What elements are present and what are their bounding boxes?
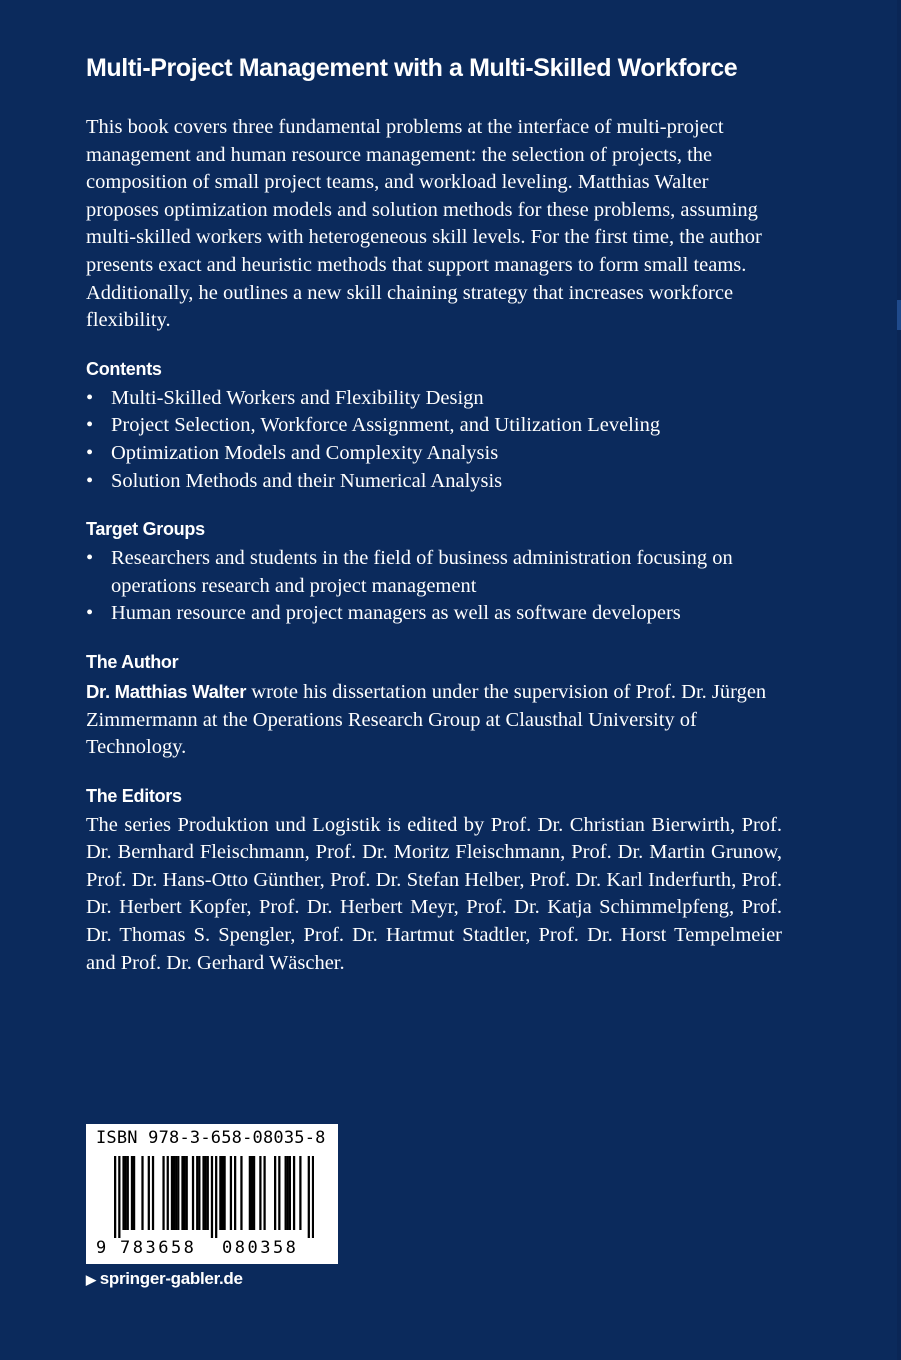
barcode-bar [133,1156,135,1230]
contents-list [86,385,782,495]
barcode-bar [122,1156,124,1230]
barcode-bar [192,1156,194,1230]
barcode-bar [223,1156,225,1230]
bullet-icon: • [86,386,94,409]
isbn-label: ISBN 978-3-658-08035-8 [96,1128,326,1148]
editors-paragraph: The series Produktion und Logistik is edited by Prof. Dr. Christian Bierwirth, Prof. Dr. Bernhard Fleischmann, Prof. Dr. Moritz Fleischmann, Prof. Dr. Martin Grunow, Prof. Dr. Hans-Otto Günther, Prof. Dr. Stefan Helber, Prof. Dr. Karl Inderfurth, Prof. Dr. Herbert Kopfer, Prof. Dr. Herbert Meyr, Prof. Dr. Katja Schimmelpfeng, Prof. Dr. Thomas S. Spengler, Prof. Dr. Hartmut Stadtler, Prof. Dr. Horst Tempelmeier and Prof. Dr. Gerhard Wäscher. [86,813,782,974]
barcode-bar [312,1156,314,1238]
back-cover-content [86,52,782,977]
barcode-bar [162,1156,164,1230]
author-text: wrote his dissertation under the supervision of Prof. Dr. Jürgen Zimmermann at the Operations Research Group at Clausthal University of Technology. [86,680,767,759]
barcode-bar [114,1156,116,1238]
list-item-text: Multi-Skilled Workers and Flexibility Design [111,386,484,409]
target-groups-list [86,545,782,628]
barcode-bar [183,1156,185,1230]
list-item [86,440,782,468]
ean-first-digit: 9 [96,1238,107,1258]
barcode-bar [152,1156,154,1230]
barcode-bar [308,1156,310,1238]
barcode-bar [196,1156,198,1230]
list-item-text: Human resource and project managers as well as software developers [111,602,681,625]
barcode-bar [211,1156,213,1238]
barcode-bar [171,1156,173,1230]
list-item [86,545,782,600]
isbn-barcode [86,1124,338,1264]
bullet-icon: • [86,414,94,437]
barcode-bar [118,1156,120,1238]
contents-heading: Contents [86,358,162,379]
barcode-bar [198,1156,200,1230]
ean-right-digits: 080358 [222,1238,299,1258]
website-url: springer-gabler.de [99,1269,243,1288]
blurb-paragraph: This book covers three fundamental problems at the interface of multi-project management and human resource management: the selection of projects, the composition of small project teams, and workload leveling. Matthias Walter proposes optimization models and solution methods for these problems, assuming multi-skilled workers with heterogeneous skill levels. For the first time, the author presents exact and heuristic methods that support managers to form small teams. Additionally, he outlines a new skill chaining strategy that increases workforce flexibility. [86,116,762,332]
barcode-bar [141,1156,143,1230]
list-item [86,600,782,628]
publisher-website [86,1269,243,1289]
author-name: Dr. Matthias Walter [86,680,247,702]
barcode-bar [251,1156,253,1230]
book-title: Multi-Project Management with a Multi-Skilled Workforce [86,54,738,82]
barcode-bar [125,1156,127,1230]
bullet-icon: • [86,441,94,464]
barcode-bar [148,1156,150,1230]
bullet-icon: • [86,602,94,625]
spine-edge [897,0,901,1360]
barcode-bar [299,1156,301,1230]
editors-heading: The Editors [86,785,182,806]
list-item-text: Researchers and students in the field of business administration focusing on operations research and project management [111,547,733,597]
barcode-bar [249,1156,251,1230]
barcode-bar [234,1156,236,1230]
barcode-bar [253,1156,255,1230]
list-item [86,468,782,496]
bullet-icon: • [86,547,94,570]
barcode-bar [285,1156,287,1230]
barcode-bar [186,1156,188,1230]
author-heading: The Author [86,651,179,672]
play-arrow-icon: ▶ [86,1272,96,1287]
barcode-bar [215,1156,217,1238]
barcode-bar [230,1156,232,1230]
spine-highlight [897,300,901,330]
barcode-bar [259,1156,261,1230]
barcode-bar [278,1156,280,1230]
barcode-bar [287,1156,289,1230]
barcode-bar [219,1156,221,1230]
barcode-bar [274,1156,276,1230]
barcode-bar [131,1156,133,1230]
list-item [86,412,782,440]
barcode-bar [263,1156,265,1230]
list-item-text: Optimization Models and Complexity Analysis [111,441,499,464]
barcode-bar [205,1156,207,1230]
barcode-bars [114,1156,314,1238]
target-groups-heading: Target Groups [86,519,205,540]
barcode-bar [289,1156,291,1230]
barcode-bar [127,1156,129,1230]
barcode-bar [175,1156,177,1230]
list-item-text: Solution Methods and their Numerical Analysis [111,469,503,492]
barcode-bar [207,1156,209,1230]
barcode-bar [240,1156,242,1230]
list-item-text: Project Selection, Workforce Assignment, and Utilization Leveling [111,414,661,437]
barcode-bar [177,1156,179,1230]
barcode-bar [173,1156,175,1230]
barcode-bar [181,1156,183,1230]
ean-left-digits: 783658 [120,1238,197,1258]
barcode-bar [293,1156,295,1230]
barcode-bar [167,1156,169,1230]
bullet-icon: • [86,469,94,492]
list-item [86,385,782,413]
barcode-bar [221,1156,223,1230]
barcode-bar [202,1156,204,1230]
author-paragraph [86,678,782,762]
